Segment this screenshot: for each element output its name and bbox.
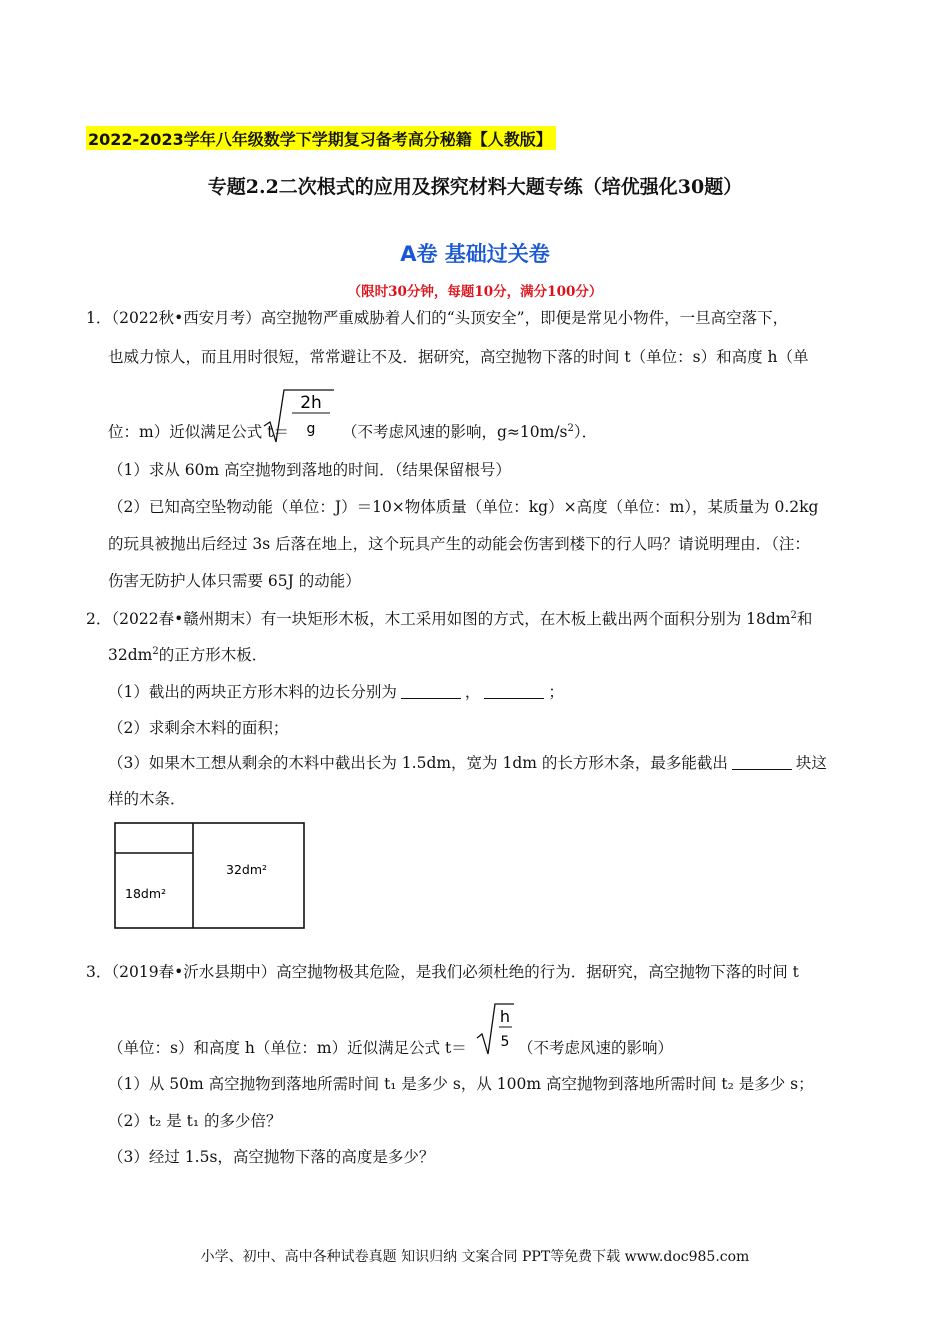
- question-3-line-2: （单位：s）和高度 h（单位：m）近似满足公式 t＝: [108, 1039, 467, 1057]
- question-3-part-2: （2）t₂ 是 t₁ 的多少倍？: [108, 1112, 282, 1130]
- question-1-part-2-line-1: （2）已知高空坠物动能（单位：J）＝10×物体质量（单位：kg）×高度（单位：m），某质量为 0.2kg: [108, 498, 819, 516]
- question-2-part-1: （1）截出的两块正方形木料的边长分别为 ， ；: [108, 683, 564, 701]
- sqrt-formula-h-over-5: [476, 1000, 516, 1056]
- question-number: 2．: [86, 610, 112, 628]
- question-2-part-3-line-2: 样的木条．: [108, 790, 186, 808]
- question-2-line-2: $32dm^2$的正方形木板．: [108, 645, 268, 664]
- question-number: 3．: [86, 963, 112, 981]
- question-3-part-3: （3）经过 1.5s，高空抛物下落的高度是多少？: [108, 1148, 435, 1166]
- question-2-part-2: （2）求剩余木料的面积；: [108, 719, 289, 737]
- answer-blank[interactable]: [401, 684, 461, 699]
- wood-board-diagram: [114, 822, 306, 930]
- question-2-line-1: 2．（2022春•赣州期末）有一块矩形木板，木工采用如图的方式，在木板上截出两个面积分别为 $18dm^2$和: [86, 609, 813, 628]
- question-1-part-1: （1）求从 60m 高空抛物到落地的时间．（结果保留根号）: [108, 461, 511, 479]
- sqrt-formula-2h-over-g: [262, 386, 336, 444]
- formula-denominator: 5: [500, 1034, 510, 1050]
- question-1-part-2-line-2: 的玩具被抛出后经过 3s 后落在地上，这个玩具产生的动能会伤害到楼下的行人吗？请说明理由．（注：: [108, 535, 810, 553]
- question-1-part-2-line-3: 伤害无防护人体只需要 65J 的动能）: [108, 572, 361, 590]
- question-2-part-3-line-1: （3）如果木工想从剩余的木料中截出长为 1.5dm，宽为 1dm 的长方形木条，最多能截出 块这: [108, 754, 827, 772]
- formula-numerator: h: [499, 1007, 511, 1026]
- question-1-line-2: 也威力惊人，而且用时很短，常常避让不及．据研究，高空抛物下落的时间 t（单位：s）和高度 h（单: [108, 348, 809, 366]
- question-1-line-3-tail: （不考虑风速的影响，$g\approx 10m/s^2$）．: [342, 422, 598, 441]
- board-outline: [115, 823, 304, 928]
- question-1-line-1: 1．（2022秋•西安月考）高空抛物严重威胁着人们的“头顶安全”，即便是常见小物件，一旦高空落下，: [86, 309, 789, 327]
- small-square-label: 18dm²: [125, 886, 167, 901]
- page-title: 专题2.2二次根式的应用及探究材料大题专练（培优强化30题）: [207, 176, 743, 198]
- page-footer: 小学、初中、高中各种试卷真题 知识归纳 文案合同 PPT等免费下载 www.doc985.com: [200, 1249, 750, 1265]
- answer-blank[interactable]: [484, 684, 544, 699]
- formula-denominator: g: [306, 421, 316, 437]
- question-3-line-1: 3．（2019春•沂水县期中）高空抛物极其危险，是我们必须杜绝的行为．据研究，高空抛物下落的时间 t: [86, 963, 799, 981]
- question-number: 1．: [86, 309, 112, 327]
- large-square-label: 32dm²: [226, 862, 268, 877]
- formula-numerator: 2h: [300, 393, 322, 413]
- question-3-part-1: （1）从 50m 高空抛物到落地所需时间 t₁ 是多少 s，从 100m 高空抛物到落地所需时间 t₂ 是多少 s；: [108, 1075, 814, 1093]
- header-tag: 2022-2023学年八年级数学下学期复习备考高分秘籍【人教版】: [86, 126, 556, 150]
- section-note: （限时30分钟，每题10分，满分100分）: [347, 284, 603, 300]
- question-1-line-3: 位：m）近似满足公式 t＝: [108, 423, 289, 441]
- section-title: A卷 基础过关卷: [400, 242, 550, 266]
- answer-blank[interactable]: [732, 755, 792, 770]
- question-3-line-2-tail: （不考虑风速的影响）: [518, 1039, 674, 1057]
